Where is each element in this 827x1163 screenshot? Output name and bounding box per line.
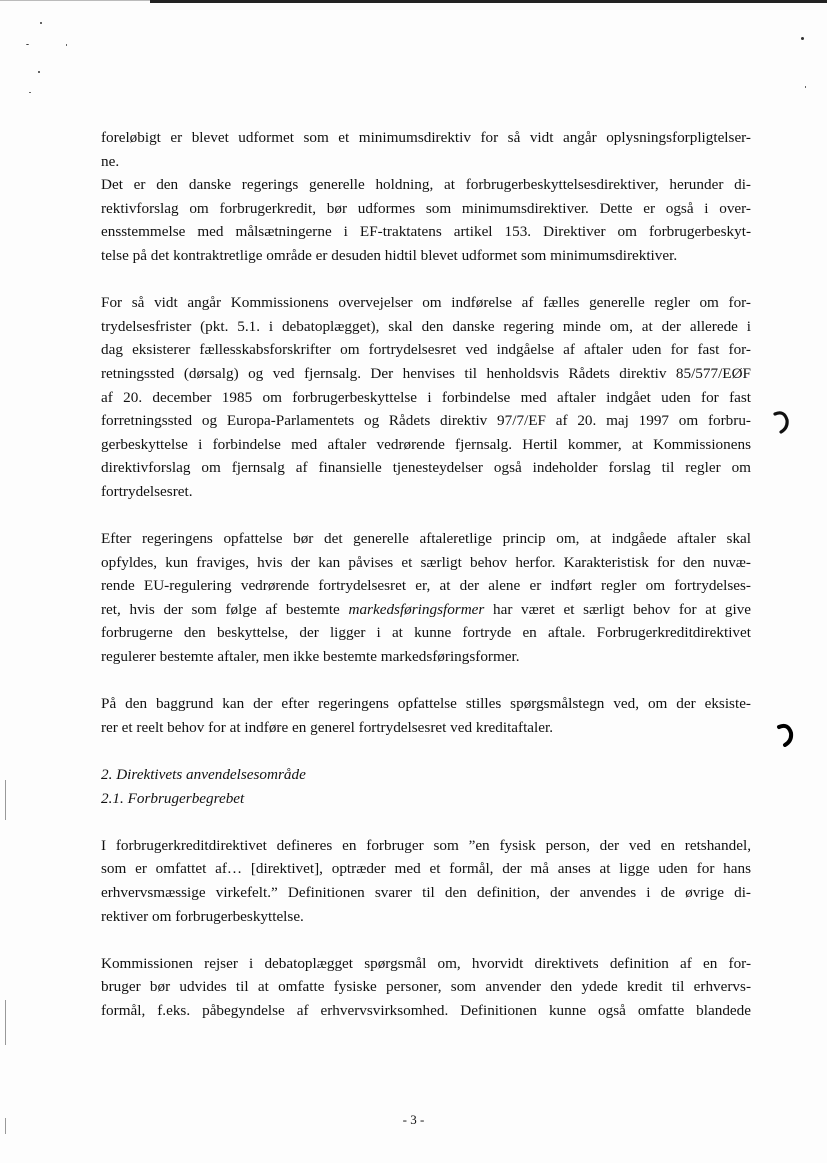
text-line: dag eksisterer fællesskabsforskrifter om fortrydelsesret ved indgåelse af aftaler uden for fast for- (101, 341, 751, 359)
text-line: bruger bør udvides til at omfatte fysiske personer, som anvender den ydede kredit til erhvervs- (101, 978, 751, 996)
text-line: forretningssted og Europa-Parlamentets og Rådets direktiv 97/7/EF af 20. maj 1997 om forbru- (101, 412, 751, 430)
scan-speck (29, 92, 31, 93)
paragraph-contract-principle (101, 527, 751, 669)
text-line: På den baggrund kan der efter regeringens opfattelse stilles spørgsmålstegn ved, om der eksiste- (101, 695, 751, 713)
text-segment: ret, hvis der som følge af bestemte (101, 600, 340, 618)
punch-hole-mark-icon (770, 408, 792, 434)
text-line: direktivforslag om fjernsalg af finansielle tjenesteydelser også indeholder forslag til regler om (101, 459, 751, 477)
text-line: erhvervsmæssige virkefelt.” Definitionen svarer til den definition, der anvendes i de øvrige di- (101, 884, 751, 901)
text-line: foreløbigt er blevet udformet som et minimumsdirektiv for så vidt angår oplysningsforpligtelser- (101, 129, 751, 146)
scan-margin-line (5, 780, 6, 820)
text-line: som er omfattet af… [direktivet], optræder med et formål, der må anses at ligge uden for hans (101, 860, 751, 878)
text-line: Efter regeringens opfattelse bør det generelle aftaleretlige princip om, at indgåede aftaler skal (101, 530, 751, 548)
text-line-mixed (101, 598, 751, 622)
scan-speck (66, 44, 67, 46)
page-number: - 3 - (402, 1112, 425, 1127)
section-headings (101, 763, 751, 810)
text-line: formål, f.eks. påbegyndelse af erhvervsvirksomhed. Definitionen kunne også omfatte blandede (101, 1001, 751, 1019)
document-body (101, 126, 751, 1046)
paragraph-withdrawal-deadlines (101, 291, 751, 503)
text-line: regulerer bestemte aftaler, men ikke bestemte markedsføringsformer. (101, 648, 520, 666)
text-line: gerbeskyttelse i forbindelse med aftaler vedrørende fjernsalg. Hertil kommer, at Kommissionens (101, 435, 751, 453)
text-line: trydelsesfrister (pkt. 5.1. i debatoplægget), skal den danske regering minde om, at der allerede i (101, 317, 751, 335)
scan-top-edge-faint (0, 0, 150, 1)
text-line: af 20. december 1985 om forbrugerbeskyttelse i forbindelse med aftaler indgået uden for fast (101, 388, 751, 406)
scan-speck (38, 71, 40, 73)
italic-term: markedsføringsformer (348, 600, 485, 618)
paragraph-minimum-directive (101, 126, 751, 268)
text-line: I forbrugerkreditdirektivet defineres en forbruger som ”en fysisk person, der ved en retshandel, (101, 836, 751, 854)
text-line: rende EU-regulering vedrørende fortrydelsesret er, at der alene er indført regler om fortrydelses- (101, 577, 751, 595)
section-heading: 2. Direktivets anvendelsesområde (101, 766, 306, 784)
scan-speck (40, 22, 42, 24)
text-line: fortrydelsesret. (101, 482, 193, 500)
punch-hole-mark-icon (774, 721, 796, 747)
scan-speck (26, 44, 29, 45)
scan-top-edge (150, 0, 827, 3)
subsection-heading: 2.1. Forbrugerbegrebet (101, 789, 245, 807)
paragraph-consumer-definition (101, 834, 751, 928)
text-line: ne. (101, 152, 120, 170)
text-line: retningssted (dørsalg) og ved fjernsalg. Der henvises til henholdsvis Rådets direktiv 85/577/EØF (101, 364, 751, 382)
text-line: rer et reelt behov for at indføre en generel fortrydelsesret ved kreditaftaler. (101, 718, 554, 736)
text-line: For så vidt angår Kommissionens overvejelser om indførelse af fælles generelle regler om for- (101, 294, 751, 312)
text-line: Det er den danske regerings generelle holdning, at forbrugerbeskyttelsesdirektiver, herunder di- (101, 176, 751, 194)
text-line: Kommissionen rejser i debatoplægget spørgsmål om, hvorvidt direktivets definition af en for- (101, 954, 751, 972)
text-line: telse på det kontraktretlige område er desuden hidtil blevet udformet som minimumsdirektiver. (101, 246, 678, 264)
text-line: ensstemmelse med målsætningerne i EF-traktatens artikel 153. Direktiver om forbrugerbeskyt- (101, 223, 751, 241)
scan-speck (805, 86, 806, 88)
text-line: rektiver om forbrugerbeskyttelse. (101, 907, 304, 925)
paragraph-question (101, 692, 751, 739)
scan-margin-line (5, 1000, 6, 1045)
scan-speck (801, 37, 804, 40)
text-segment: har været et særligt behov for at give (484, 600, 752, 618)
paragraph-commission-question (101, 952, 751, 1023)
text-line: forbrugerne den beskyttelse, der ligger i at kunne fortryde en aftale. Forbrugerkreditdirektivet (101, 624, 751, 642)
text-line: opfyldes, kun fraviges, hvis der kan påvises et særligt behov herfor. Karakteristisk for den nuvæ- (101, 553, 751, 571)
text-line: rektivforslag om forbrugerkredit, bør udformes som minimumsdirektiver. Dette er også i over- (101, 199, 751, 217)
